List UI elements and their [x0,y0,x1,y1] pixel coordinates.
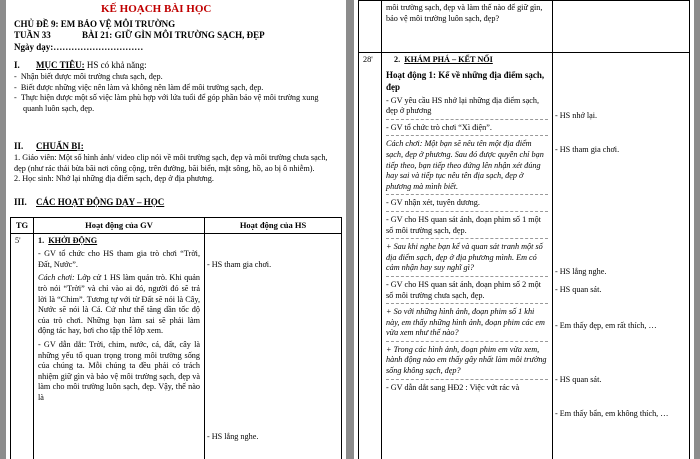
col-tg-header: TG [11,218,34,234]
gv-step: - GV nhận xét, tuyên dương. [386,198,548,212]
bai-line: BÀI 21: GIỮ GÌN MÔI TRƯỜNG SẠCH, ĐẸP [82,30,265,40]
tg-cell: 28' [359,53,382,459]
hs-step: - HS tham gia chơi. [555,145,620,154]
gv-cell [34,233,205,459]
section1-title: MỤC TIÊU: [36,60,85,70]
section1-heading [36,60,147,71]
section2-title: CHUẨN BỊ: [36,141,84,151]
tg-cell: 5' [11,233,34,459]
gv-step: + Trong các hình ảnh, đoạn phim em vừa xem, hành động nào em thấy gây nhất làm môi trường sống không sạch, đẹp? [386,345,548,380]
hd1-title: Hoạt động 1: Kể về những địa điểm sạch, đẹp [386,69,545,92]
hs-step: - HS nhớ lại. [555,111,598,120]
col-gv-header: Hoạt động của GV [34,218,205,234]
gv-step: Cách chơi: Một bạn sẽ nêu tên một địa điểm sạch, đẹp ở phương. Sau đó được quyền chỉ bạn tiếp theo, bạn tiếp theo đứng lên nhận xét đúng hay sai và tiếp tục nêu tên địa sạch, đẹp ở phương mà mình biết. [386,139,548,195]
hs-step: - Em thấy bẩn, em không thích, … [555,409,669,418]
chuan-bi-item: 1. Giáo viên: Một số hình ảnh/ video clip nói về môi trường sạch, đẹp và môi trường chưa sạch, đẹp (như rác thải bừa bãi nơi công cộng, trên đường, bãi biển, mặt sông, hồ, ao bị ô nhiễm). [14,153,328,173]
chuan-bi-item: 2. Học sinh: Nhớ lại những địa điểm sạch, đẹp ở địa phương. [14,174,214,184]
section3-title: CÁC HOẠT ĐỘNG DẠY – HỌC [36,197,165,207]
hs-cell [553,53,690,459]
hs-step: - HS quan sát. [555,375,602,384]
tg-cell-empty [359,1,382,53]
muc-tieu-item: - Thực hiện được một số việc làm phù hợp với lứa tuổi để góp phần bảo vệ môi trường xung quanh luôn sạch, đẹp. [14,93,319,113]
kham-pha-heading: 2. KHÁM PHÁ – KẾT NỐI [394,55,493,64]
chu-de-line: CHỦ ĐỀ 9: EM BẢO VỆ MÔI TRƯỜNG [14,19,176,29]
hs-step: - Em thấy đẹp, em rất thích, … [555,321,657,330]
muc-tieu-item: - Biết được những việc nên làm và không nên làm để môi trường sạch, đẹp. [14,82,264,92]
hs-step: - HS lắng nghe. [207,431,259,441]
section1-number: I. [14,60,20,70]
khoi-dong-heading: 1. KHỞI ĐỘNG [38,235,98,245]
gv-step: - GV tổ chức trò chơi “Xì điện”. [386,123,548,137]
gv-step: - GV dẫn dắt sang HĐ2 : Việc vứt rác và [386,382,520,392]
document-page-left [6,0,346,459]
gv-step: + Sau khi nghe bạn kể và quan sát tranh một số địa điểm sạch, đẹp ở địa phương mình. Em có cảm nhận hay suy nghĩ gì? [386,242,548,277]
gv-step: - GV yêu cầu HS nhớ lại những địa điểm sạch, đẹp ở phương [386,96,548,120]
hs-cell [205,233,342,459]
ngay-day-line: Ngày dạy:………………………… [14,42,144,52]
document-page-right [354,0,694,459]
gv-step: - GV tổ chức cho HS tham gia trò chơi “Trời, Đất, Nước”. [38,249,200,269]
page-title: KẾ HOẠCH BÀI HỌC [101,3,212,15]
activity-table [10,217,342,459]
gv-step: - GV cho HS quan sát ảnh, đoạn phim số 2 một số môi trường chưa sạch, đẹp. [386,280,548,304]
activity-table-continued [358,0,690,459]
gv-step: - GV cho HS quan sát ảnh, đoạn phim số 1 một số môi trường sạch, đẹp. [386,215,548,239]
tuan-line: TUẦN 33 [14,30,51,40]
chuan-bi-list [14,153,336,185]
gv-cell-top: môi trường sạch, đẹp và làm thế nào để giữ gìn, bảo vệ môi trường luôn sạch, đẹp? [382,1,553,53]
hs-cell-top [553,1,690,53]
section3-number: III. [14,197,27,207]
gv-cell [382,53,553,459]
hs-step: - HS quan sát. [555,285,602,294]
muc-tieu-item: - Nhận biết được môi trường chưa sạch, đẹp. [14,72,163,81]
section2-number: II. [14,141,24,151]
muc-tieu-list [14,72,334,114]
hs-step: - HS lắng nghe. [555,267,607,276]
col-hs-header: Hoạt động của HS [205,218,342,234]
gv-step: Cách chơi: Lớp cử 1 HS làm quản trò. Khi quản trò nói “Trời” và chỉ vào ai đó, người đó sẽ trả lời là “Chim”. Tương tự với từ Đất sẽ nói là Cây, Nước sẽ nói là Cá. Cứ như thế tăng dần tốc độ của trò chơi. Những bạn làm sai sẽ phải làm động tác hay, bơi cho tập thể lớp xem. [38,273,200,336]
hs-step: - HS tham gia chơi. [207,259,272,269]
section1-intro: HS có khả năng: [84,60,147,70]
gv-step: - GV dẫn dắt: Trời, chim, nước, cá, đất, cây là những yếu tố quan trọng trong môi trường sống của chúng ta. Mỗi chúng ta đều phải có trách nhiệm giữ gìn và bảo vệ môi trường sạch, đẹp và làm cho môi trường luôn sạch, đẹp. Vậy, thế nào là [38,339,200,402]
gv-step: + So với những hình ảnh, đoạn phim số 1 khi này, em thấy những hình ảnh, đoạn phim các em vừa xem như thế nào? [386,307,548,342]
